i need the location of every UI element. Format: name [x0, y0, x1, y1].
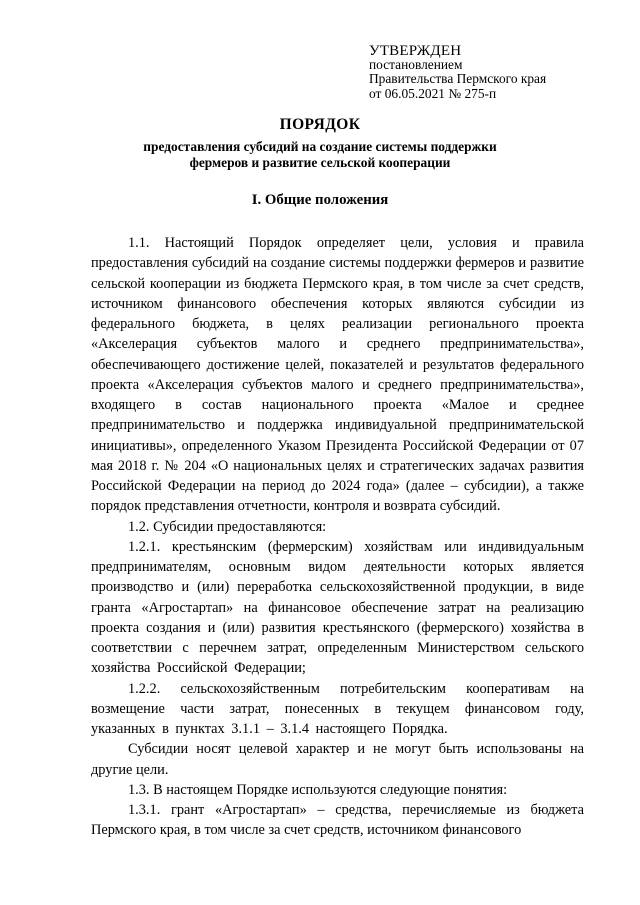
approval-date-number: от 06.05.2021 № 275-п: [369, 85, 497, 101]
document-title: ПОРЯДОК: [279, 116, 361, 133]
subtitle-line-1: предоставления субсидий на создание системы поддержки: [143, 139, 497, 154]
paragraph-1-3: 1.3. В настоящем Порядке используются следующие понятия:: [128, 781, 508, 798]
paragraph-1-2: 1.2. Субсидии предоставляются:: [128, 518, 327, 535]
paragraph-subsidy-purpose: Субсидии носят целевой характер и не могут быть использованы на другие цели.: [91, 741, 584, 778]
paragraph-1-3-1: 1.3.1. грант «Агростартап» – средства, перечисляемые из бюджета Пермского края, в том числе за счет средств, источником финансового: [91, 802, 584, 839]
approval-line-2: постановлением: [369, 57, 463, 73]
paragraph-1-1: 1.1. Настоящий Порядок определяет цели, условия и правила предоставления субсидий на создание системы поддержки фермеров и развитие сельской кооперации из бюджета Пермского края, в том числе за счет средств, источником финансового обеспечения которых являются субсидии из федерального бюджета, в целях реализации регионального проекта «Акселерация субъектов малого и среднего предпринимательства», обеспечивающего достижение целей, показателей и результатов федерального проекта «Акселерация субъектов малого и среднего предпринимательства», входящего в состав национального проекта «Малое и среднее предпринимательство и поддержка индивидуальной предпринимательской инициативы», определенного Указом Президента Российской Федерации от 07 мая 2018 г. № 204 «О национальных целях и стратегических задачах развития Российской Федерации на период до 2024 года» (далее – субсидии), а также порядок представления отчетности, контроля и возврата субсидий.: [91, 235, 584, 515]
approval-line-3: Правительства Пермского края: [369, 71, 547, 87]
subtitle-line-2: фермеров и развитие сельской кооперации: [189, 154, 451, 170]
paragraph-1-2-2: 1.2.2. сельскохозяйственным потребительским кооперативам на возмещение части затрат, понесенных в текущем финансовом году, указанных в пунктах 3.1.1 – 3.1.4 настоящего Порядка.: [91, 680, 584, 737]
approval-block: [369, 44, 619, 101]
document-subtitle: [0, 139, 640, 170]
section-heading: I. Общие положения: [251, 192, 389, 208]
approval-heading: УТВЕРЖДЕН: [369, 43, 462, 59]
paragraph-1-2-1: 1.2.1. крестьянским (фермерским) хозяйствам или индивидуальным предпринимателям, основным видом деятельности которых является производство и (или) переработка сельскохозяйственной продукции, в виде гранта «Агростартап» на финансовое обеспечение затрат на реализацию проекта создания и (или) развития крестьянского (фермерского) хозяйства в соответствии с перечнем затрат, определенным Министерством сельского хозяйства Российской Федерации;: [91, 538, 584, 677]
document-body: [91, 233, 584, 841]
